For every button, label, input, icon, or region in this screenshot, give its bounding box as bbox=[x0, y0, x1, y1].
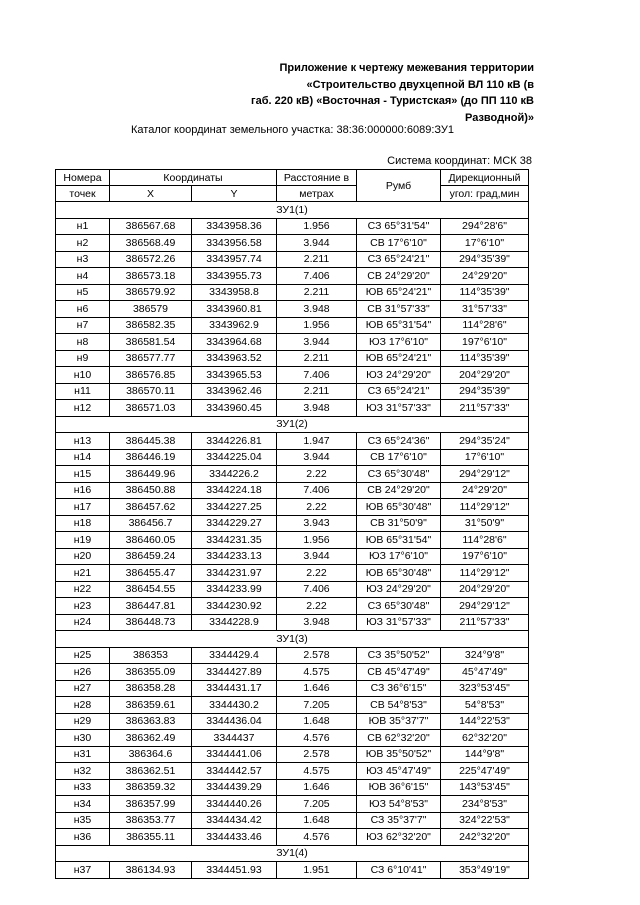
rumb-value: ЮЗ 31°57'33" bbox=[357, 614, 441, 631]
point-number: н34 bbox=[56, 796, 110, 813]
x-value: 386364.6 bbox=[110, 746, 192, 763]
rumb-value: СЗ 65°24'36" bbox=[357, 433, 441, 450]
y-value: 3344434.42 bbox=[192, 812, 277, 829]
heading-line: габ. 220 кВ) «Восточная - Туристская» (до ПП 110 кВ bbox=[251, 95, 534, 107]
point-number: н37 bbox=[56, 862, 110, 879]
point-number: н20 bbox=[56, 548, 110, 565]
distance-value: 1.951 bbox=[277, 862, 357, 879]
angle-value: 62°32'20" bbox=[441, 730, 529, 747]
x-value: 386570.11 bbox=[110, 383, 192, 400]
rumb-value: СЗ 65°30'48" bbox=[357, 598, 441, 615]
x-value: 386359.61 bbox=[110, 697, 192, 714]
point-number: н28 bbox=[56, 697, 110, 714]
header-points: точек bbox=[56, 186, 110, 202]
y-value: 3344440.26 bbox=[192, 796, 277, 813]
y-value: 3344231.35 bbox=[192, 532, 277, 549]
section-row bbox=[56, 202, 529, 219]
distance-value: 1.947 bbox=[277, 433, 357, 450]
x-value: 386362.49 bbox=[110, 730, 192, 747]
y-value: 3344439.29 bbox=[192, 779, 277, 796]
y-value: 3344430.2 bbox=[192, 697, 277, 714]
y-value: 3343965.53 bbox=[192, 367, 277, 384]
y-value: 3344427.89 bbox=[192, 664, 277, 681]
angle-value: 324°22'53" bbox=[441, 812, 529, 829]
distance-value: 1.956 bbox=[277, 218, 357, 235]
point-number: н7 bbox=[56, 317, 110, 334]
x-value: 386355.11 bbox=[110, 829, 192, 846]
point-number: н5 bbox=[56, 284, 110, 301]
angle-value: 24°29'20" bbox=[441, 268, 529, 285]
rumb-value: СВ 24°29'20" bbox=[357, 482, 441, 499]
table-row bbox=[56, 862, 529, 879]
rumb-value: ЮВ 35°37'7" bbox=[357, 713, 441, 730]
x-value: 386357.99 bbox=[110, 796, 192, 813]
y-value: 3344442.57 bbox=[192, 763, 277, 780]
table-row bbox=[56, 499, 529, 516]
angle-value: 294°29'12" bbox=[441, 598, 529, 615]
distance-value: 3.944 bbox=[277, 548, 357, 565]
point-number: н35 bbox=[56, 812, 110, 829]
angle-value: 294°35'24" bbox=[441, 433, 529, 450]
y-value: 3344436.04 bbox=[192, 713, 277, 730]
table-row bbox=[56, 565, 529, 582]
x-value: 386579.92 bbox=[110, 284, 192, 301]
rumb-value: СВ 45°47'49" bbox=[357, 664, 441, 681]
x-value: 386445.38 bbox=[110, 433, 192, 450]
rumb-value: ЮЗ 54°8'53" bbox=[357, 796, 441, 813]
header-angle-unit: угол: град,мин bbox=[441, 186, 529, 202]
rumb-value: СЗ 65°31'54" bbox=[357, 218, 441, 235]
x-value: 386363.83 bbox=[110, 713, 192, 730]
rumb-value: СВ 31°57'33" bbox=[357, 301, 441, 318]
angle-value: 17°6'10" bbox=[441, 449, 529, 466]
catalog-title: Каталог координат земельного участка: 38:36:000000:6089:ЗУ1 bbox=[131, 124, 454, 136]
point-number: н12 bbox=[56, 400, 110, 417]
angle-value: 323°53'45" bbox=[441, 680, 529, 697]
y-value: 3343964.68 bbox=[192, 334, 277, 351]
point-number: н14 bbox=[56, 449, 110, 466]
y-value: 3344233.13 bbox=[192, 548, 277, 565]
table-row bbox=[56, 532, 529, 549]
distance-value: 1.648 bbox=[277, 812, 357, 829]
rumb-value: ЮВ 65°31'54" bbox=[357, 317, 441, 334]
point-number: н18 bbox=[56, 515, 110, 532]
distance-value: 4.576 bbox=[277, 829, 357, 846]
x-value: 386457.62 bbox=[110, 499, 192, 516]
point-number: н23 bbox=[56, 598, 110, 615]
distance-value: 4.576 bbox=[277, 730, 357, 747]
angle-value: 114°28'6" bbox=[441, 532, 529, 549]
rumb-value: СЗ 36°6'15" bbox=[357, 680, 441, 697]
angle-value: 114°35'39" bbox=[441, 350, 529, 367]
distance-value: 7.406 bbox=[277, 581, 357, 598]
y-value: 3344431.17 bbox=[192, 680, 277, 697]
angle-value: 324°9'8" bbox=[441, 647, 529, 664]
table-row bbox=[56, 614, 529, 631]
table-row bbox=[56, 268, 529, 285]
x-value: 386459.24 bbox=[110, 548, 192, 565]
rumb-value: ЮЗ 31°57'33" bbox=[357, 400, 441, 417]
angle-value: 197°6'10" bbox=[441, 334, 529, 351]
table-row bbox=[56, 647, 529, 664]
rumb-value: ЮЗ 17°6'10" bbox=[357, 548, 441, 565]
angle-value: 144°22'53" bbox=[441, 713, 529, 730]
table-row bbox=[56, 482, 529, 499]
y-value: 3344228.9 bbox=[192, 614, 277, 631]
section-title: ЗУ1(2) bbox=[56, 416, 529, 433]
rumb-value: ЮВ 65°31'54" bbox=[357, 532, 441, 549]
x-value: 386579 bbox=[110, 301, 192, 318]
distance-value: 3.948 bbox=[277, 400, 357, 417]
section-title: ЗУ1(1) bbox=[56, 202, 529, 219]
x-value: 386456.7 bbox=[110, 515, 192, 532]
rumb-value: ЮВ 65°30'48" bbox=[357, 499, 441, 516]
angle-value: 31°50'9" bbox=[441, 515, 529, 532]
y-value: 3343955.73 bbox=[192, 268, 277, 285]
point-number: н11 bbox=[56, 383, 110, 400]
x-value: 386582.35 bbox=[110, 317, 192, 334]
distance-value: 2.211 bbox=[277, 350, 357, 367]
table-row bbox=[56, 664, 529, 681]
x-value: 386567.68 bbox=[110, 218, 192, 235]
angle-value: 24°29'20" bbox=[441, 482, 529, 499]
point-number: н26 bbox=[56, 664, 110, 681]
y-value: 3344224.18 bbox=[192, 482, 277, 499]
x-value: 386449.96 bbox=[110, 466, 192, 483]
angle-value: 204°29'20" bbox=[441, 367, 529, 384]
table-row bbox=[56, 763, 529, 780]
rumb-value: ЮЗ 62°32'20" bbox=[357, 829, 441, 846]
x-value: 386448.73 bbox=[110, 614, 192, 631]
rumb-value: СЗ 65°24'21" bbox=[357, 383, 441, 400]
angle-value: 204°29'20" bbox=[441, 581, 529, 598]
table-row bbox=[56, 350, 529, 367]
angle-value: 17°6'10" bbox=[441, 235, 529, 252]
x-value: 386358.28 bbox=[110, 680, 192, 697]
header-rumb: Румб bbox=[357, 170, 441, 202]
point-number: н6 bbox=[56, 301, 110, 318]
distance-value: 2.22 bbox=[277, 565, 357, 582]
y-value: 3343956.58 bbox=[192, 235, 277, 252]
angle-value: 114°29'12" bbox=[441, 565, 529, 582]
y-value: 3344429.4 bbox=[192, 647, 277, 664]
point-number: н31 bbox=[56, 746, 110, 763]
angle-value: 242°32'20" bbox=[441, 829, 529, 846]
section-title: ЗУ1(3) bbox=[56, 631, 529, 648]
x-value: 386572.26 bbox=[110, 251, 192, 268]
table-row bbox=[56, 218, 529, 235]
x-value: 386455.47 bbox=[110, 565, 192, 582]
heading-line: Разводной)» bbox=[465, 111, 534, 124]
x-value: 386353.77 bbox=[110, 812, 192, 829]
heading-line: Приложение к чертежу межевания территории bbox=[279, 62, 534, 74]
distance-value: 3.944 bbox=[277, 334, 357, 351]
header-coordinates: Координаты bbox=[110, 170, 277, 186]
table-body bbox=[56, 202, 529, 879]
y-value: 3343962.46 bbox=[192, 383, 277, 400]
distance-value: 4.575 bbox=[277, 664, 357, 681]
table-header bbox=[56, 170, 529, 202]
point-number: н1 bbox=[56, 218, 110, 235]
header-x: X bbox=[110, 186, 192, 202]
rumb-value: СВ 54°8'53" bbox=[357, 697, 441, 714]
rumb-value: СВ 31°50'9" bbox=[357, 515, 441, 532]
table-row bbox=[56, 697, 529, 714]
table-row bbox=[56, 449, 529, 466]
distance-value: 7.406 bbox=[277, 482, 357, 499]
angle-value: 114°28'6" bbox=[441, 317, 529, 334]
table-row bbox=[56, 713, 529, 730]
distance-value: 7.406 bbox=[277, 268, 357, 285]
distance-value: 1.646 bbox=[277, 779, 357, 796]
distance-value: 2.578 bbox=[277, 746, 357, 763]
angle-value: 54°8'53" bbox=[441, 697, 529, 714]
point-number: н24 bbox=[56, 614, 110, 631]
y-value: 3344437 bbox=[192, 730, 277, 747]
point-number: н29 bbox=[56, 713, 110, 730]
x-value: 386355.09 bbox=[110, 664, 192, 681]
angle-value: 197°6'10" bbox=[441, 548, 529, 565]
angle-value: 294°28'6" bbox=[441, 218, 529, 235]
distance-value: 1.648 bbox=[277, 713, 357, 730]
y-value: 3343960.45 bbox=[192, 400, 277, 417]
distance-value: 2.22 bbox=[277, 499, 357, 516]
distance-value: 2.211 bbox=[277, 383, 357, 400]
table-row bbox=[56, 598, 529, 615]
header-y: Y bbox=[192, 186, 277, 202]
angle-value: 144°9'8" bbox=[441, 746, 529, 763]
table-row bbox=[56, 515, 529, 532]
rumb-value: СЗ 35°37'7" bbox=[357, 812, 441, 829]
table-row bbox=[56, 235, 529, 252]
y-value: 3344441.06 bbox=[192, 746, 277, 763]
point-number: н9 bbox=[56, 350, 110, 367]
angle-value: 211°57'33" bbox=[441, 400, 529, 417]
point-number: н13 bbox=[56, 433, 110, 450]
y-value: 3343957.74 bbox=[192, 251, 277, 268]
section-row bbox=[56, 845, 529, 862]
header-angle: Дирекционный bbox=[441, 170, 529, 186]
table-row bbox=[56, 433, 529, 450]
distance-value: 1.956 bbox=[277, 532, 357, 549]
table-row bbox=[56, 812, 529, 829]
point-number: н10 bbox=[56, 367, 110, 384]
section-row bbox=[56, 416, 529, 433]
rumb-value: ЮВ 36°6'15" bbox=[357, 779, 441, 796]
distance-value: 7.205 bbox=[277, 697, 357, 714]
rumb-value: СВ 24°29'20" bbox=[357, 268, 441, 285]
rumb-value: СВ 17°6'10" bbox=[357, 235, 441, 252]
y-value: 3344226.81 bbox=[192, 433, 277, 450]
rumb-value: СВ 62°32'20" bbox=[357, 730, 441, 747]
x-value: 386460.05 bbox=[110, 532, 192, 549]
x-value: 386577.77 bbox=[110, 350, 192, 367]
y-value: 3343960.81 bbox=[192, 301, 277, 318]
table-row bbox=[56, 334, 529, 351]
x-value: 386576.85 bbox=[110, 367, 192, 384]
y-value: 3344225.04 bbox=[192, 449, 277, 466]
table-row bbox=[56, 581, 529, 598]
point-number: н17 bbox=[56, 499, 110, 516]
rumb-value: ЮВ 65°24'21" bbox=[357, 350, 441, 367]
distance-value: 2.211 bbox=[277, 251, 357, 268]
table-row bbox=[56, 284, 529, 301]
point-number: н30 bbox=[56, 730, 110, 747]
x-value: 386359.32 bbox=[110, 779, 192, 796]
point-number: н2 bbox=[56, 235, 110, 252]
x-value: 386568.49 bbox=[110, 235, 192, 252]
rumb-value: ЮВ 35°50'52" bbox=[357, 746, 441, 763]
table-row bbox=[56, 301, 529, 318]
point-number: н3 bbox=[56, 251, 110, 268]
document-heading bbox=[251, 60, 534, 126]
distance-value: 3.948 bbox=[277, 614, 357, 631]
x-value: 386362.51 bbox=[110, 763, 192, 780]
y-value: 3343958.36 bbox=[192, 218, 277, 235]
y-value: 3344233.99 bbox=[192, 581, 277, 598]
angle-value: 294°35'39" bbox=[441, 251, 529, 268]
point-number: н15 bbox=[56, 466, 110, 483]
section-row bbox=[56, 631, 529, 648]
rumb-value: ЮВ 65°30'48" bbox=[357, 565, 441, 582]
x-value: 386446.19 bbox=[110, 449, 192, 466]
rumb-value: СЗ 35°50'52" bbox=[357, 647, 441, 664]
point-number: н19 bbox=[56, 532, 110, 549]
table-row bbox=[56, 680, 529, 697]
point-number: н25 bbox=[56, 647, 110, 664]
distance-value: 3.948 bbox=[277, 301, 357, 318]
distance-value: 1.956 bbox=[277, 317, 357, 334]
y-value: 3344433.46 bbox=[192, 829, 277, 846]
point-number: н27 bbox=[56, 680, 110, 697]
rumb-value: ЮВ 65°24'21" bbox=[357, 284, 441, 301]
rumb-value: ЮЗ 24°29'20" bbox=[357, 367, 441, 384]
distance-value: 3.943 bbox=[277, 515, 357, 532]
x-value: 386447.81 bbox=[110, 598, 192, 615]
angle-value: 353°49'19" bbox=[441, 862, 529, 879]
x-value: 386353 bbox=[110, 647, 192, 664]
point-number: н16 bbox=[56, 482, 110, 499]
table-row bbox=[56, 548, 529, 565]
angle-value: 294°29'12" bbox=[441, 466, 529, 483]
point-number: н33 bbox=[56, 779, 110, 796]
header-distance: Расстояние в bbox=[277, 170, 357, 186]
rumb-value: СЗ 65°30'48" bbox=[357, 466, 441, 483]
angle-value: 234°8'53" bbox=[441, 796, 529, 813]
table-row bbox=[56, 796, 529, 813]
angle-value: 31°57'33" bbox=[441, 301, 529, 318]
rumb-value: СЗ 65°24'21" bbox=[357, 251, 441, 268]
distance-value: 3.944 bbox=[277, 235, 357, 252]
point-number: н32 bbox=[56, 763, 110, 780]
y-value: 3344226.2 bbox=[192, 466, 277, 483]
table-row bbox=[56, 746, 529, 763]
rumb-value: СВ 17°6'10" bbox=[357, 449, 441, 466]
y-value: 3344451.93 bbox=[192, 862, 277, 879]
distance-value: 7.205 bbox=[277, 796, 357, 813]
angle-value: 225°47'49" bbox=[441, 763, 529, 780]
rumb-value: ЮЗ 24°29'20" bbox=[357, 581, 441, 598]
distance-value: 1.646 bbox=[277, 680, 357, 697]
distance-value: 2.578 bbox=[277, 647, 357, 664]
rumb-value: ЮЗ 17°6'10" bbox=[357, 334, 441, 351]
table-row bbox=[56, 829, 529, 846]
x-value: 386454.55 bbox=[110, 581, 192, 598]
distance-value: 2.22 bbox=[277, 598, 357, 615]
table-row bbox=[56, 383, 529, 400]
x-value: 386581.54 bbox=[110, 334, 192, 351]
angle-value: 211°57'33" bbox=[441, 614, 529, 631]
distance-value: 2.22 bbox=[277, 466, 357, 483]
table-row bbox=[56, 367, 529, 384]
distance-value: 3.944 bbox=[277, 449, 357, 466]
x-value: 386573.18 bbox=[110, 268, 192, 285]
table-row bbox=[56, 317, 529, 334]
header-meters: метрах bbox=[277, 186, 357, 202]
point-number: н8 bbox=[56, 334, 110, 351]
section-title: ЗУ1(4) bbox=[56, 845, 529, 862]
point-number: н4 bbox=[56, 268, 110, 285]
y-value: 3343958.8 bbox=[192, 284, 277, 301]
y-value: 3343963.52 bbox=[192, 350, 277, 367]
table-row bbox=[56, 730, 529, 747]
rumb-value: СЗ 6°10'41" bbox=[357, 862, 441, 879]
header-numbers: Номера bbox=[56, 170, 110, 186]
heading-line: «Строительство двухцепной ВЛ 110 кВ (в bbox=[306, 78, 534, 91]
table-row bbox=[56, 466, 529, 483]
distance-value: 2.211 bbox=[277, 284, 357, 301]
point-number: н22 bbox=[56, 581, 110, 598]
angle-value: 143°53'45" bbox=[441, 779, 529, 796]
angle-value: 294°35'39" bbox=[441, 383, 529, 400]
coordinate-system-label: Система координат: МСК 38 bbox=[387, 155, 532, 167]
y-value: 3344230.92 bbox=[192, 598, 277, 615]
angle-value: 45°47'49" bbox=[441, 664, 529, 681]
x-value: 386571.03 bbox=[110, 400, 192, 417]
x-value: 386450.88 bbox=[110, 482, 192, 499]
y-value: 3344227.25 bbox=[192, 499, 277, 516]
angle-value: 114°35'39" bbox=[441, 284, 529, 301]
point-number: н21 bbox=[56, 565, 110, 582]
y-value: 3343962.9 bbox=[192, 317, 277, 334]
table-row bbox=[56, 779, 529, 796]
rumb-value: ЮЗ 45°47'49" bbox=[357, 763, 441, 780]
y-value: 3344231.97 bbox=[192, 565, 277, 582]
coordinates-table bbox=[55, 169, 529, 879]
x-value: 386134.93 bbox=[110, 862, 192, 879]
table-row bbox=[56, 400, 529, 417]
distance-value: 4.575 bbox=[277, 763, 357, 780]
angle-value: 114°29'12" bbox=[441, 499, 529, 516]
point-number: н36 bbox=[56, 829, 110, 846]
y-value: 3344229.27 bbox=[192, 515, 277, 532]
table-row bbox=[56, 251, 529, 268]
distance-value: 7.406 bbox=[277, 367, 357, 384]
